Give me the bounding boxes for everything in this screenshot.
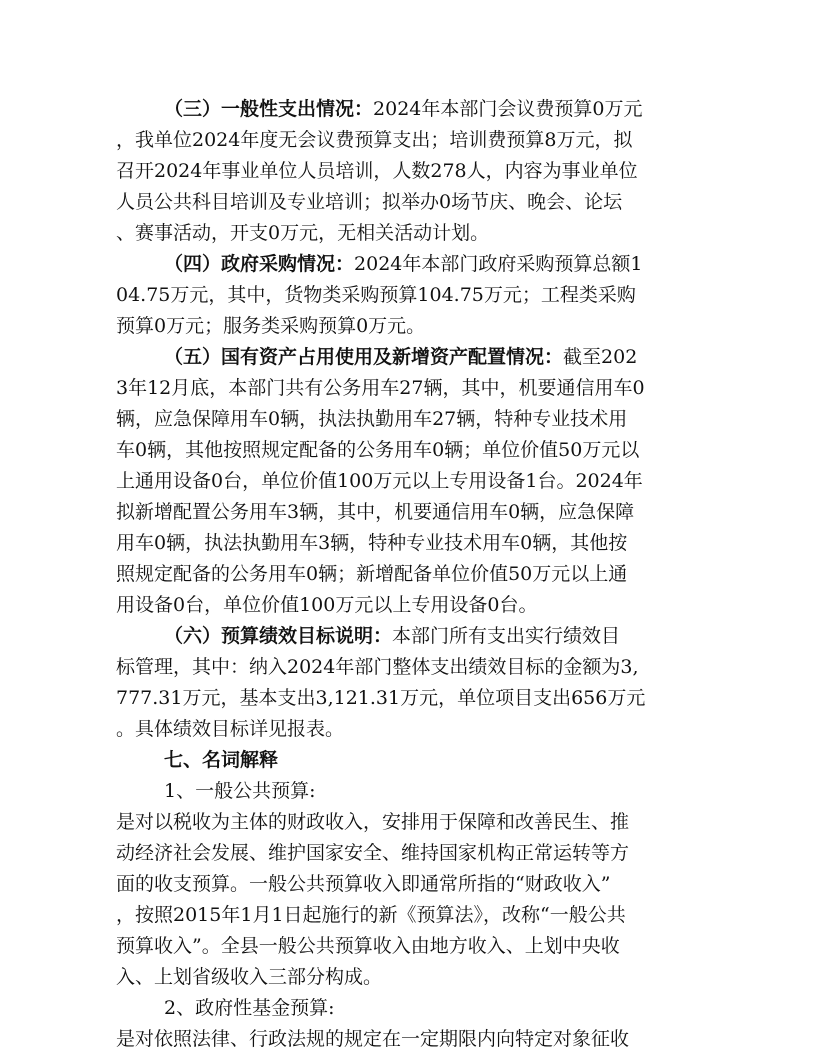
paragraph-line: 是对依照法律、行政法规的规定在一定期限内向特定对象征收 <box>116 1028 630 1050</box>
section-performance-targets <box>116 621 700 745</box>
paragraph-line: 3年12月底，本部门共有公务用车27辆，其中，机要通信用车0 <box>116 377 645 399</box>
section-heading: （六）预算绩效目标说明： <box>164 625 393 647</box>
paragraph-line: 预算收入”。全县一般公共预算收入由地方收入、上划中央收 <box>116 935 620 957</box>
paragraph-line: 、赛事活动，开支0万元，无相关活动计划。 <box>116 222 490 244</box>
paragraph-line <box>116 342 700 373</box>
line-text: 2024年本部门政府采购预算总额1 <box>354 253 643 275</box>
paragraph-line: 拟新增配置公务用车3辆，其中，机要通信用车0辆，应急保障 <box>116 501 635 523</box>
paragraph-line: 照规定配备的公务用车0辆；新增配备单位价值50万元以上通 <box>116 563 628 585</box>
paragraph-line: 用设备0台，单位价值100万元以上专用设备0台。 <box>116 594 538 616</box>
paragraph-line <box>116 249 700 280</box>
paragraph-line: 上通用设备0台，单位价值100万元以上专用设备1台。2024年 <box>116 470 643 492</box>
paragraph-line: 777.31万元，基本支出3,121.31万元，单位项目支出656万元 <box>116 687 646 709</box>
section-government-procurement <box>116 249 700 342</box>
paragraph-line: 是对以税收为主体的财政收入，安排用于保障和改善民生、推 <box>116 811 630 833</box>
paragraph-line: 标管理，其中：纳入2024年部门整体支出绩效目标的金额为3, <box>116 656 639 678</box>
section-heading: 七、名词解释 <box>164 749 279 771</box>
section-state-assets <box>116 342 700 621</box>
paragraph-line: 面的收支预算。一般公共预算收入即通常所指的“财政收入” <box>116 873 611 895</box>
section-general-expenditure <box>116 94 700 249</box>
paragraph-line: 。具体绩效目标详见报表。 <box>116 718 345 740</box>
paragraph-line: ，按照2015年1月1日起施行的新《预算法》，改称“一般公共 <box>116 904 626 926</box>
glossary-item-title: 1、一般公共预算: <box>164 780 316 802</box>
paragraph-line <box>116 94 700 125</box>
paragraph-line: 用车0辆，执法执勤用车3辆，特种专业技术用车0辆，其他按 <box>116 532 628 554</box>
paragraph-line: 人员公共科目培训及专业培训；拟举办0场节庆、晚会、论坛 <box>116 191 623 213</box>
line-text: 2024年本部门会议费预算0万元 <box>373 98 643 120</box>
section-heading: （五）国有资产占用使用及新增资产配置情况： <box>164 346 564 368</box>
glossary-item-title: 2、政府性基金预算: <box>164 997 335 1019</box>
line-text: 本部门所有支出实行绩效目 <box>392 625 621 647</box>
paragraph-line: ，我单位2024年度无会议费预算支出；培训费预算8万元，拟 <box>116 129 633 151</box>
paragraph-line: 辆，应急保障用车0辆，执法执勤用车27辆，特种专业技术用 <box>116 408 628 430</box>
section-heading: （四）政府采购情况： <box>164 253 355 275</box>
paragraph-line: 04.75万元，其中，货物类采购预算104.75万元；工程类采购 <box>116 284 636 306</box>
document-body <box>116 94 700 1055</box>
paragraph-line: 预算0万元；服务类采购预算0万元。 <box>116 315 426 337</box>
paragraph-line: 入、上划省级收入三部分构成。 <box>116 966 383 988</box>
section-heading: （三）一般性支出情况： <box>164 98 374 120</box>
paragraph-line <box>116 621 700 652</box>
paragraph-line: 召开2024年事业单位人员培训，人数278人，内容为事业单位 <box>116 160 638 182</box>
paragraph-line: 车0辆，其他按照规定配备的公务用车0辆；单位价值50万元以 <box>116 439 640 461</box>
section-glossary <box>116 745 700 1055</box>
paragraph-line: 动经济社会发展、维护国家安全、维持国家机构正常运转等方 <box>116 842 630 864</box>
line-text: 截至202 <box>563 346 638 368</box>
